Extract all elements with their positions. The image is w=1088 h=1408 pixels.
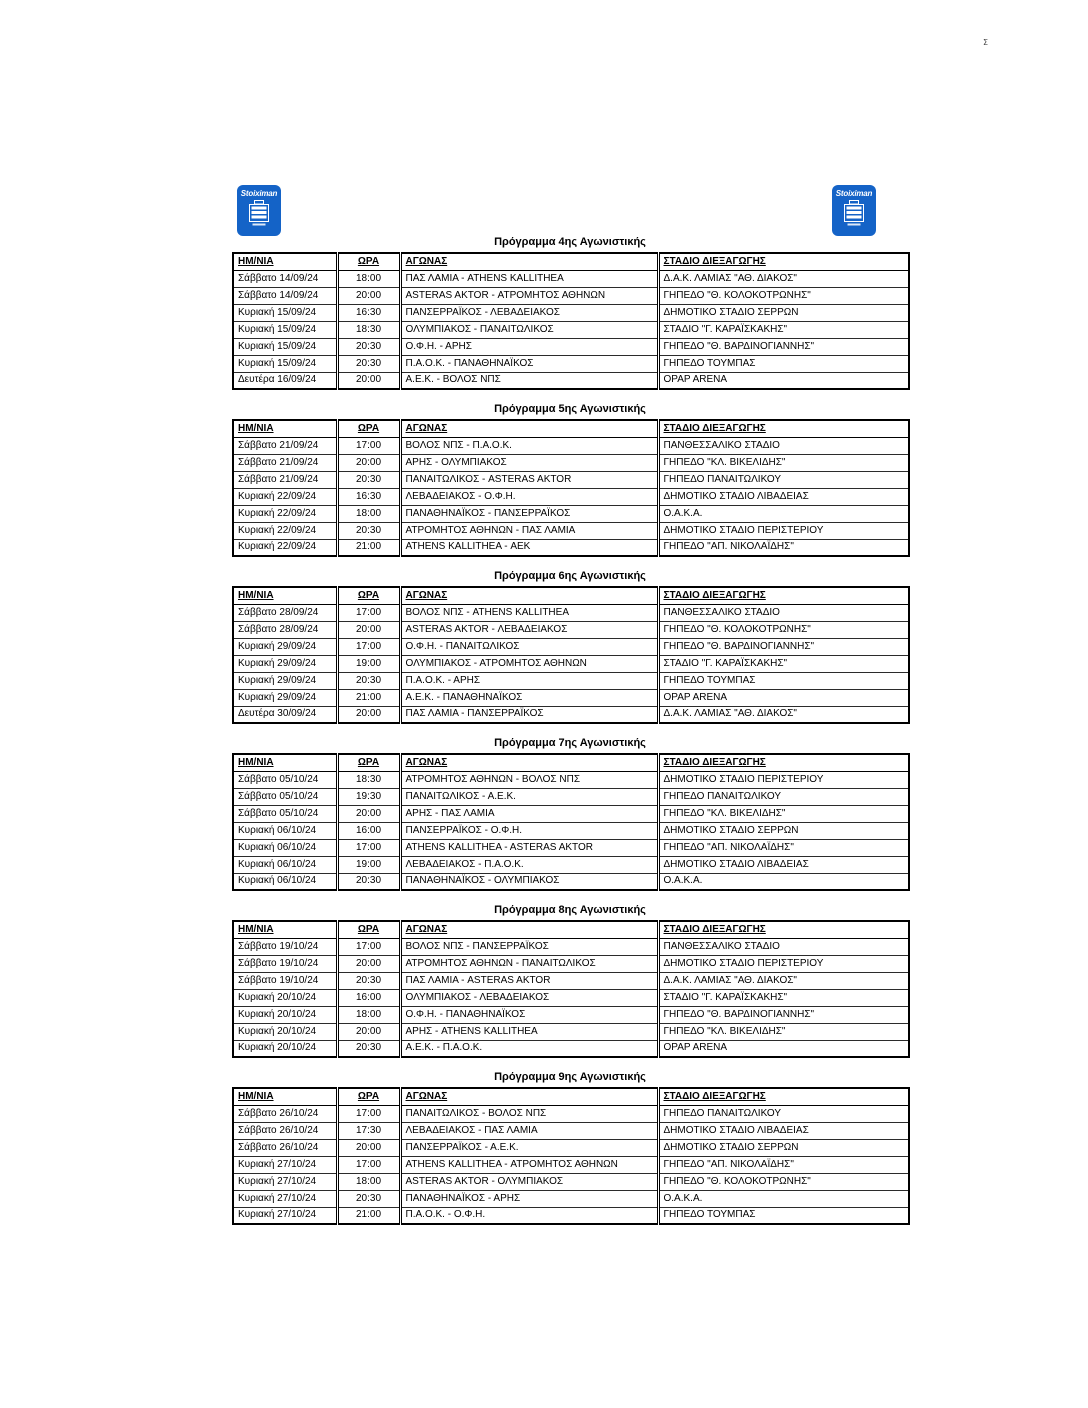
col-header-date: ΗΜ/ΝΙΑ <box>233 754 337 771</box>
time-cell: 18:00 <box>337 505 400 522</box>
stadium-cell: ΓΗΠΕΔΟ "Θ. ΒΑΡΔΙΝΟΓΙΑΝΝΗΣ" <box>658 338 909 355</box>
stoiximan-logo-left <box>237 185 281 236</box>
header-row <box>233 253 909 270</box>
date-cell: Κυριακή 20/10/24 <box>233 989 337 1006</box>
match-row <box>233 972 909 989</box>
match-row <box>233 505 909 522</box>
section-title: Πρόγραμμα 9ης Αγωνιστικής <box>494 1071 646 1083</box>
match-cell: ΒΟΛΟΣ ΝΠΣ - Π.Α.Ο.Κ. <box>400 437 658 454</box>
time-cell: 20:30 <box>337 1190 400 1207</box>
match-row <box>233 655 909 672</box>
matchday-section <box>232 904 908 1058</box>
stadium-cell: ΓΗΠΕΔΟ "ΑΠ. ΝΙΚΟΛΑΪΔΗΣ" <box>658 1156 909 1173</box>
time-cell: 20:30 <box>337 972 400 989</box>
time-cell: 20:00 <box>337 454 400 471</box>
stadium-cell: OPAP ARENA <box>658 689 909 706</box>
date-cell: Κυριακή 06/10/24 <box>233 822 337 839</box>
stadium-cell: ΔΗΜΟΤΙΚΟ ΣΤΑΔΙΟ ΠΕΡΙΣΤΕΡΙΟΥ <box>658 522 909 539</box>
date-cell: Κυριακή 22/09/24 <box>233 505 337 522</box>
matchday-section <box>232 737 908 891</box>
header-row <box>233 921 909 938</box>
time-cell: 18:00 <box>337 1006 400 1023</box>
stadium-cell: Δ.Α.Κ. ΛΑΜΙΑΣ "ΑΘ. ΔΙΑΚΟΣ" <box>658 706 909 723</box>
match-cell: ΑΡΗΣ - ΠΑΣ ΛΑΜΙΑ <box>400 805 658 822</box>
stadium-cell: ΓΗΠΕΔΟ "Θ. ΚΟΛΟΚΟΤΡΩΝΗΣ" <box>658 621 909 638</box>
time-cell: 20:00 <box>337 287 400 304</box>
stadium-cell: ΓΗΠΕΔΟ "Θ. ΚΟΛΟΚΟΤΡΩΝΗΣ" <box>658 287 909 304</box>
matchday-section <box>232 236 908 390</box>
matchday-section <box>232 1071 908 1225</box>
col-header-date: ΗΜ/ΝΙΑ <box>233 587 337 604</box>
date-cell: Κυριακή 27/10/24 <box>233 1156 337 1173</box>
match-cell: Α.Ε.Κ. - Π.Α.Ο.Κ. <box>400 1040 658 1057</box>
matchday-section <box>232 403 908 557</box>
stoiximan-logo-text: Stoiximan <box>835 189 873 198</box>
match-row <box>233 672 909 689</box>
col-header-time: ΩΡΑ <box>337 420 400 437</box>
match-row <box>233 771 909 788</box>
date-cell: Κυριακή 27/10/24 <box>233 1173 337 1190</box>
match-row <box>233 689 909 706</box>
match-row <box>233 437 909 454</box>
match-row <box>233 1006 909 1023</box>
match-cell: ΠΑΝΣΕΡΡΑΪΚΟΣ - Α.Ε.Κ. <box>400 1139 658 1156</box>
match-row <box>233 488 909 505</box>
match-cell: ΛΕΒΑΔΕΙΑΚΟΣ - ΠΑΣ ΛΑΜΙΑ <box>400 1122 658 1139</box>
match-row <box>233 287 909 304</box>
stadium-cell: OPAP ARENA <box>658 1040 909 1057</box>
schedule-table <box>232 1087 910 1225</box>
date-cell: Σάββατο 19/10/24 <box>233 972 337 989</box>
schedule-table-body <box>233 938 909 1057</box>
col-header-match: ΑΓΩΝΑΣ <box>400 420 658 437</box>
stoiximan-logo-right <box>832 185 876 236</box>
match-row <box>233 638 909 655</box>
time-cell: 19:00 <box>337 655 400 672</box>
match-cell: ΠΑΣ ΛΑΜΙΑ - ATHENS KALLITHEA <box>400 270 658 287</box>
col-header-stadium: ΣΤΑΔΙΟ ΔΙΕΞΑΓΩΓΗΣ <box>658 253 909 270</box>
time-cell: 20:30 <box>337 355 400 372</box>
stadium-cell: ΓΗΠΕΔΟ ΠΑΝΑΙΤΩΛΙΚΟΥ <box>658 471 909 488</box>
schedule-table-body <box>233 1105 909 1224</box>
match-row <box>233 304 909 321</box>
section-title: Πρόγραμμα 7ης Αγωνιστικής <box>494 737 646 749</box>
date-cell: Κυριακή 20/10/24 <box>233 1006 337 1023</box>
time-cell: 20:30 <box>337 672 400 689</box>
time-cell: 21:00 <box>337 689 400 706</box>
stadium-cell: ΓΗΠΕΔΟ "ΑΠ. ΝΙΚΟΛΑΪΔΗΣ" <box>658 839 909 856</box>
stadium-cell: ΔΗΜΟΤΙΚΟ ΣΤΑΔΙΟ ΣΕΡΡΩΝ <box>658 304 909 321</box>
header-row <box>233 587 909 604</box>
date-cell: Κυριακή 20/10/24 <box>233 1023 337 1040</box>
stadium-cell: ΣΤΑΔΙΟ "Γ. ΚΑΡΑΪΣΚΑΚΗΣ" <box>658 989 909 1006</box>
match-cell: ΠΑΝΑΘΗΝΑΪΚΟΣ - ΑΡΗΣ <box>400 1190 658 1207</box>
date-cell: Κυριακή 29/09/24 <box>233 638 337 655</box>
date-cell: Κυριακή 06/10/24 <box>233 873 337 890</box>
match-cell: ATHENS KALLITHEA - ΑΤΡΟΜΗΤΟΣ ΑΘΗΝΩΝ <box>400 1156 658 1173</box>
match-cell: ΑΤΡΟΜΗΤΟΣ ΑΘΗΝΩΝ - ΠΑΝΑΙΤΩΛΙΚΟΣ <box>400 955 658 972</box>
date-cell: Κυριακή 06/10/24 <box>233 856 337 873</box>
date-cell: Κυριακή 29/09/24 <box>233 672 337 689</box>
col-header-match: ΑΓΩΝΑΣ <box>400 921 658 938</box>
col-header-stadium: ΣΤΑΔΙΟ ΔΙΕΞΑΓΩΓΗΣ <box>658 587 909 604</box>
date-cell: Κυριακή 20/10/24 <box>233 1040 337 1057</box>
match-row <box>233 355 909 372</box>
date-cell: Σάββατο 19/10/24 <box>233 955 337 972</box>
match-row <box>233 938 909 955</box>
match-row <box>233 839 909 856</box>
time-cell: 17:00 <box>337 638 400 655</box>
date-cell: Σάββατο 21/09/24 <box>233 471 337 488</box>
match-row <box>233 1173 909 1190</box>
match-row <box>233 788 909 805</box>
match-cell: ATHENS KALLITHEA - ΑΕΚ <box>400 539 658 556</box>
stadium-cell: ΓΗΠΕΔΟ ΤΟΥΜΠΑΣ <box>658 355 909 372</box>
schedule-table-body <box>233 604 909 723</box>
matchday-section <box>232 570 908 724</box>
date-cell: Σάββατο 05/10/24 <box>233 805 337 822</box>
schedule-table <box>232 753 910 891</box>
match-row <box>233 270 909 287</box>
match-cell: ΠΑΣ ΛΑΜΙΑ - ΠΑΝΣΕΡΡΑΪΚΟΣ <box>400 706 658 723</box>
match-row <box>233 621 909 638</box>
section-title: Πρόγραμμα 8ης Αγωνιστικής <box>494 904 646 916</box>
stadium-cell: Ο.Α.Κ.Α. <box>658 505 909 522</box>
time-cell: 18:00 <box>337 1173 400 1190</box>
time-cell: 20:00 <box>337 955 400 972</box>
match-cell: ΟΛΥΜΠΙΑΚΟΣ - ΠΑΝΑΙΤΩΛΙΚΟΣ <box>400 321 658 338</box>
match-cell: ΠΑΝΑΙΤΩΛΙΚΟΣ - ΒΟΛΟΣ ΝΠΣ <box>400 1105 658 1122</box>
time-cell: 19:30 <box>337 788 400 805</box>
schedule-table-body <box>233 771 909 890</box>
match-row <box>233 372 909 389</box>
match-row <box>233 338 909 355</box>
match-cell: ΠΑΝΑΘΗΝΑΪΚΟΣ - ΟΛΥΜΠΙΑΚΟΣ <box>400 873 658 890</box>
date-cell: Κυριακή 22/09/24 <box>233 488 337 505</box>
date-cell: Σάββατο 05/10/24 <box>233 771 337 788</box>
schedule-table <box>232 419 910 557</box>
time-cell: 17:00 <box>337 1156 400 1173</box>
date-cell: Σάββατο 26/10/24 <box>233 1122 337 1139</box>
time-cell: 20:30 <box>337 522 400 539</box>
match-row <box>233 1023 909 1040</box>
time-cell: 20:00 <box>337 805 400 822</box>
stadium-cell: ΠΑΝΘΕΣΣΑΛΙΚΟ ΣΤΑΔΙΟ <box>658 437 909 454</box>
date-cell: Σάββατο 05/10/24 <box>233 788 337 805</box>
col-header-time: ΩΡΑ <box>337 253 400 270</box>
time-cell: 18:00 <box>337 270 400 287</box>
section-title: Πρόγραμμα 6ης Αγωνιστικής <box>494 570 646 582</box>
header-row <box>233 1088 909 1105</box>
time-cell: 17:30 <box>337 1122 400 1139</box>
match-row <box>233 955 909 972</box>
date-cell: Σάββατο 28/09/24 <box>233 604 337 621</box>
date-cell: Κυριακή 15/09/24 <box>233 338 337 355</box>
time-cell: 16:00 <box>337 822 400 839</box>
time-cell: 21:00 <box>337 1207 400 1224</box>
match-row <box>233 989 909 1006</box>
stadium-cell: ΣΤΑΔΙΟ "Γ. ΚΑΡΑΪΣΚΑΚΗΣ" <box>658 655 909 672</box>
date-cell: Σάββατο 21/09/24 <box>233 454 337 471</box>
time-cell: 17:00 <box>337 437 400 454</box>
stadium-cell: ΓΗΠΕΔΟ "ΚΛ. ΒΙΚΕΛΙΔΗΣ" <box>658 1023 909 1040</box>
time-cell: 20:30 <box>337 338 400 355</box>
section-title: Πρόγραμμα 5ης Αγωνιστικής <box>494 403 646 415</box>
schedule-table <box>232 252 910 390</box>
date-cell: Κυριακή 15/09/24 <box>233 304 337 321</box>
col-header-match: ΑΓΩΝΑΣ <box>400 1088 658 1105</box>
stadium-cell: ΓΗΠΕΔΟ "ΚΛ. ΒΙΚΕΛΙΔΗΣ" <box>658 805 909 822</box>
match-cell: ΒΟΛΟΣ ΝΠΣ - ATHENS KALLITHEA <box>400 604 658 621</box>
stadium-cell: ΔΗΜΟΤΙΚΟ ΣΤΑΔΙΟ ΛΙΒΑΔΕΙΑΣ <box>658 488 909 505</box>
col-header-match: ΑΓΩΝΑΣ <box>400 253 658 270</box>
time-cell: 17:00 <box>337 938 400 955</box>
match-cell: ΠΑΝΣΕΡΡΑΪΚΟΣ - ΛΕΒΑΔΕΙΑΚΟΣ <box>400 304 658 321</box>
match-cell: ΠΑΝΣΕΡΡΑΪΚΟΣ - Ο.Φ.Η. <box>400 822 658 839</box>
col-header-match: ΑΓΩΝΑΣ <box>400 587 658 604</box>
stadium-cell: ΔΗΜΟΤΙΚΟ ΣΤΑΔΙΟ ΛΙΒΑΔΕΙΑΣ <box>658 856 909 873</box>
match-cell: ΠΑΣ ΛΑΜΙΑ - ASTERAS AKTOR <box>400 972 658 989</box>
time-cell: 20:00 <box>337 1023 400 1040</box>
date-cell: Δευτέρα 16/09/24 <box>233 372 337 389</box>
time-cell: 20:00 <box>337 372 400 389</box>
date-cell: Σάββατο 21/09/24 <box>233 437 337 454</box>
time-cell: 17:00 <box>337 1105 400 1122</box>
header-row <box>233 754 909 771</box>
stadium-cell: ΓΗΠΕΔΟ ΤΟΥΜΠΑΣ <box>658 672 909 689</box>
col-header-time: ΩΡΑ <box>337 754 400 771</box>
time-cell: 20:30 <box>337 1040 400 1057</box>
date-cell: Σάββατο 19/10/24 <box>233 938 337 955</box>
col-header-stadium: ΣΤΑΔΙΟ ΔΙΕΞΑΓΩΓΗΣ <box>658 1088 909 1105</box>
match-row <box>233 873 909 890</box>
match-cell: Π.Α.Ο.Κ. - ΠΑΝΑΘΗΝΑΪΚΟΣ <box>400 355 658 372</box>
match-cell: Ο.Φ.Η. - ΑΡΗΣ <box>400 338 658 355</box>
match-row <box>233 1190 909 1207</box>
stadium-cell: ΓΗΠΕΔΟ ΠΑΝΑΙΤΩΛΙΚΟΥ <box>658 1105 909 1122</box>
stadium-cell: ΠΑΝΘΕΣΣΑΛΙΚΟ ΣΤΑΔΙΟ <box>658 604 909 621</box>
col-header-date: ΗΜ/ΝΙΑ <box>233 420 337 437</box>
col-header-date: ΗΜ/ΝΙΑ <box>233 921 337 938</box>
time-cell: 18:30 <box>337 771 400 788</box>
stadium-cell: ΔΗΜΟΤΙΚΟ ΣΤΑΔΙΟ ΠΕΡΙΣΤΕΡΙΟΥ <box>658 955 909 972</box>
match-row <box>233 1139 909 1156</box>
schedule-table <box>232 586 910 724</box>
match-row <box>233 471 909 488</box>
time-cell: 19:00 <box>337 856 400 873</box>
date-cell: Κυριακή 15/09/24 <box>233 355 337 372</box>
stoiximan-logo-text: Stoiximan <box>240 189 278 198</box>
stadium-cell: Δ.Α.Κ. ΛΑΜΙΑΣ "ΑΘ. ΔΙΑΚΟΣ" <box>658 270 909 287</box>
match-row <box>233 1122 909 1139</box>
match-cell: ΑΤΡΟΜΗΤΟΣ ΑΘΗΝΩΝ - ΒΟΛΟΣ ΝΠΣ <box>400 771 658 788</box>
stadium-cell: ΓΗΠΕΔΟ "ΑΠ. ΝΙΚΟΛΑΪΔΗΣ" <box>658 539 909 556</box>
match-row <box>233 822 909 839</box>
date-cell: Σάββατο 14/09/24 <box>233 287 337 304</box>
match-cell: ΛΕΒΑΔΕΙΑΚΟΣ - Ο.Φ.Η. <box>400 488 658 505</box>
match-row <box>233 805 909 822</box>
stadium-cell: Ο.Α.Κ.Α. <box>658 1190 909 1207</box>
stadium-cell: ΓΗΠΕΔΟ ΠΑΝΑΙΤΩΛΙΚΟΥ <box>658 788 909 805</box>
col-header-date: ΗΜ/ΝΙΑ <box>233 1088 337 1105</box>
stadium-cell: ΠΑΝΘΕΣΣΑΛΙΚΟ ΣΤΑΔΙΟ <box>658 938 909 955</box>
stadium-cell: Ο.Α.Κ.Α. <box>658 873 909 890</box>
time-cell: 20:30 <box>337 471 400 488</box>
stadium-cell: ΔΗΜΟΤΙΚΟ ΣΤΑΔΙΟ ΣΕΡΡΩΝ <box>658 1139 909 1156</box>
date-cell: Κυριακή 27/10/24 <box>233 1207 337 1224</box>
time-cell: 20:00 <box>337 706 400 723</box>
col-header-stadium: ΣΤΑΔΙΟ ΔΙΕΞΑΓΩΓΗΣ <box>658 921 909 938</box>
date-cell: Κυριακή 15/09/24 <box>233 321 337 338</box>
col-header-time: ΩΡΑ <box>337 587 400 604</box>
time-cell: 16:00 <box>337 989 400 1006</box>
col-header-time: ΩΡΑ <box>337 1088 400 1105</box>
time-cell: 21:00 <box>337 539 400 556</box>
col-header-date: ΗΜ/ΝΙΑ <box>233 253 337 270</box>
stadium-cell: ΔΗΜΟΤΙΚΟ ΣΤΑΔΙΟ ΣΕΡΡΩΝ <box>658 822 909 839</box>
date-cell: Σάββατο 26/10/24 <box>233 1105 337 1122</box>
match-cell: ΠΑΝΑΙΤΩΛΙΚΟΣ - Α.Ε.Κ. <box>400 788 658 805</box>
time-cell: 20:30 <box>337 873 400 890</box>
match-cell: Π.Α.Ο.Κ. - Ο.Φ.Η. <box>400 1207 658 1224</box>
match-cell: ΟΛΥΜΠΙΑΚΟΣ - ΛΕΒΑΔΕΙΑΚΟΣ <box>400 989 658 1006</box>
time-cell: 20:00 <box>337 1139 400 1156</box>
match-cell: ΑΤΡΟΜΗΤΟΣ ΑΘΗΝΩΝ - ΠΑΣ ΛΑΜΙΑ <box>400 522 658 539</box>
match-row <box>233 454 909 471</box>
section-title: Πρόγραμμα 4ης Αγωνιστικής <box>494 236 646 248</box>
match-row <box>233 604 909 621</box>
time-cell: 17:00 <box>337 604 400 621</box>
stadium-cell: ΔΗΜΟΤΙΚΟ ΣΤΑΔΙΟ ΛΙΒΑΔΕΙΑΣ <box>658 1122 909 1139</box>
match-row <box>233 1040 909 1057</box>
date-cell: Σάββατο 14/09/24 <box>233 270 337 287</box>
match-cell: Ο.Φ.Η. - ΠΑΝΑΘΗΝΑΪΚΟΣ <box>400 1006 658 1023</box>
match-cell: ASTERAS AKTOR - ΟΛΥΜΠΙΑΚΟΣ <box>400 1173 658 1190</box>
match-row <box>233 856 909 873</box>
match-cell: ΑΡΗΣ - ΟΛΥΜΠΙΑΚΟΣ <box>400 454 658 471</box>
date-cell: Σάββατο 26/10/24 <box>233 1139 337 1156</box>
match-cell: ΒΟΛΟΣ ΝΠΣ - ΠΑΝΣΕΡΡΑΪΚΟΣ <box>400 938 658 955</box>
match-row <box>233 1207 909 1224</box>
date-cell: Κυριακή 06/10/24 <box>233 839 337 856</box>
time-cell: 17:00 <box>337 839 400 856</box>
time-cell: 20:00 <box>337 621 400 638</box>
col-header-match: ΑΓΩΝΑΣ <box>400 754 658 771</box>
date-cell: Σάββατο 28/09/24 <box>233 621 337 638</box>
match-cell: ASTERAS AKTOR - ΛΕΒΑΔΕΙΑΚΟΣ <box>400 621 658 638</box>
match-cell: ATHENS KALLITHEA - ASTERAS AKTOR <box>400 839 658 856</box>
super-league-emblem-icon <box>842 200 866 230</box>
match-cell: ΛΕΒΑΔΕΙΑΚΟΣ - Π.Α.Ο.Κ. <box>400 856 658 873</box>
match-cell: ΠΑΝΑΘΗΝΑΪΚΟΣ - ΠΑΝΣΕΡΡΑΪΚΟΣ <box>400 505 658 522</box>
time-cell: 18:30 <box>337 321 400 338</box>
date-cell: Κυριακή 29/09/24 <box>233 689 337 706</box>
stadium-cell: ΓΗΠΕΔΟ "Θ. ΚΟΛΟΚΟΤΡΩΝΗΣ" <box>658 1173 909 1190</box>
match-cell: ΠΑΝΑΙΤΩΛΙΚΟΣ - ASTERAS AKTOR <box>400 471 658 488</box>
stadium-cell: ΣΤΑΔΙΟ "Γ. ΚΑΡΑΪΣΚΑΚΗΣ" <box>658 321 909 338</box>
schedule-table <box>232 920 910 1058</box>
header-row <box>233 420 909 437</box>
match-row <box>233 1105 909 1122</box>
schedule-table-body <box>233 437 909 556</box>
match-cell: ΟΛΥΜΠΙΑΚΟΣ - ΑΤΡΟΜΗΤΟΣ ΑΘΗΝΩΝ <box>400 655 658 672</box>
date-cell: Δευτέρα 30/09/24 <box>233 706 337 723</box>
date-cell: Κυριακή 22/09/24 <box>233 522 337 539</box>
page-corner-mark: Σ <box>983 38 989 47</box>
super-league-emblem-icon <box>247 200 271 230</box>
match-row <box>233 522 909 539</box>
stadium-cell: ΓΗΠΕΔΟ "ΚΛ. ΒΙΚΕΛΙΔΗΣ" <box>658 454 909 471</box>
stadium-cell: Δ.Α.Κ. ΛΑΜΙΑΣ "ΑΘ. ΔΙΑΚΟΣ" <box>658 972 909 989</box>
match-cell: Α.Ε.Κ. - ΠΑΝΑΘΗΝΑΪΚΟΣ <box>400 689 658 706</box>
stadium-cell: ΓΗΠΕΔΟ ΤΟΥΜΠΑΣ <box>658 1207 909 1224</box>
time-cell: 16:30 <box>337 304 400 321</box>
schedule-sections <box>232 236 908 1238</box>
date-cell: Κυριακή 27/10/24 <box>233 1190 337 1207</box>
time-cell: 16:30 <box>337 488 400 505</box>
match-row <box>233 1156 909 1173</box>
match-row <box>233 539 909 556</box>
schedule-table-body <box>233 270 909 389</box>
col-header-stadium: ΣΤΑΔΙΟ ΔΙΕΞΑΓΩΓΗΣ <box>658 420 909 437</box>
match-cell: Ο.Φ.Η. - ΠΑΝΑΙΤΩΛΙΚΟΣ <box>400 638 658 655</box>
date-cell: Κυριακή 22/09/24 <box>233 539 337 556</box>
match-cell: ASTERAS AKTOR - ΑΤΡΟΜΗΤΟΣ ΑΘΗΝΩΝ <box>400 287 658 304</box>
date-cell: Κυριακή 29/09/24 <box>233 655 337 672</box>
col-header-time: ΩΡΑ <box>337 921 400 938</box>
match-cell: ΑΡΗΣ - ATHENS KALLITHEA <box>400 1023 658 1040</box>
match-row <box>233 706 909 723</box>
stadium-cell: ΔΗΜΟΤΙΚΟ ΣΤΑΔΙΟ ΠΕΡΙΣΤΕΡΙΟΥ <box>658 771 909 788</box>
match-cell: Π.Α.Ο.Κ. - ΑΡΗΣ <box>400 672 658 689</box>
match-row <box>233 321 909 338</box>
match-cell: Α.Ε.Κ. - ΒΟΛΟΣ ΝΠΣ <box>400 372 658 389</box>
stadium-cell: OPAP ARENA <box>658 372 909 389</box>
col-header-stadium: ΣΤΑΔΙΟ ΔΙΕΞΑΓΩΓΗΣ <box>658 754 909 771</box>
stadium-cell: ΓΗΠΕΔΟ "Θ. ΒΑΡΔΙΝΟΓΙΑΝΝΗΣ" <box>658 638 909 655</box>
stadium-cell: ΓΗΠΕΔΟ "Θ. ΒΑΡΔΙΝΟΓΙΑΝΝΗΣ" <box>658 1006 909 1023</box>
